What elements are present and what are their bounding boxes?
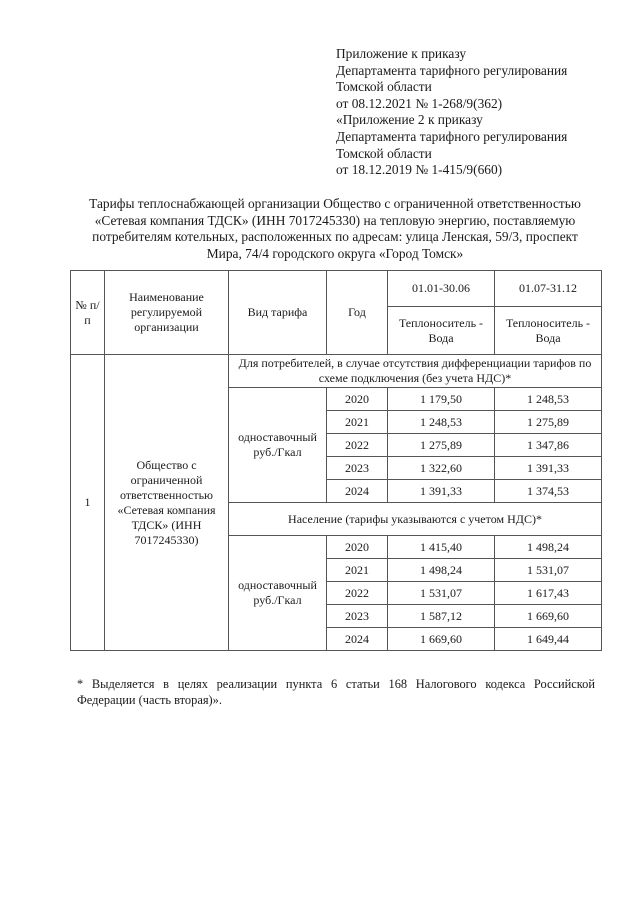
row-number: 1 [71, 355, 105, 651]
year-cell: 2022 [327, 582, 388, 605]
tariff-value: 1 374,53 [495, 480, 602, 503]
header-period-2: 01.07-31.12 [495, 271, 602, 307]
section-heading: Население (тарифы указываются с учетом НДС)* [229, 503, 602, 536]
tariff-value: 1 498,24 [388, 559, 495, 582]
tariff-value: 1 275,89 [388, 434, 495, 457]
header-line: Департамента тарифного регулирования [336, 128, 568, 144]
tariff-value: 1 275,89 [495, 411, 602, 434]
header-org: Наименование регулируемой организации [105, 271, 229, 355]
order-header [336, 46, 567, 179]
year-cell: 2023 [327, 605, 388, 628]
title-line: Тарифы теплоснабжающей организации Общество с ограниченной ответственностью [89, 196, 581, 211]
header-line: Томской области [336, 79, 432, 95]
header-carrier-1: Теплоноситель - Вода [388, 307, 495, 355]
header-num: № п/п [71, 271, 105, 355]
header-year: Год [327, 271, 388, 355]
header-line: Приложение к приказу [336, 46, 467, 61]
tariff-value: 1 669,60 [495, 605, 602, 628]
header-line: Томской области [336, 145, 432, 161]
header-line: Департамента тарифного регулирования [336, 62, 568, 78]
tariff-type: одноставочный руб./Гкал [229, 388, 327, 503]
organization-name: Общество с ограниченной ответственностью «Сетевая компания ТДСК» (ИНН 7017245330) [105, 355, 229, 651]
tariff-value: 1 649,44 [495, 628, 602, 651]
year-cell: 2022 [327, 434, 388, 457]
footnote [77, 676, 595, 708]
header-line: от 18.12.2019 № 1-415/9(660) [336, 162, 503, 178]
tariff-value: 1 587,12 [388, 605, 495, 628]
tariff-value: 1 391,33 [495, 457, 602, 480]
year-cell: 2020 [327, 388, 388, 411]
tariff-value: 1 322,60 [388, 457, 495, 480]
year-cell: 2021 [327, 559, 388, 582]
footnote-line: * Выделяется в целях реализации пункта 6 статьи 168 Налогового кодекса Российской [77, 677, 595, 691]
header-line: от 08.12.2021 № 1-268/9(362) [336, 95, 503, 111]
title-line: потребителям котельных, расположенных по адресам: улица Ленская, 59/3, проспект [92, 229, 578, 245]
tariff-value: 1 248,53 [495, 388, 602, 411]
tariff-value: 1 248,53 [388, 411, 495, 434]
tariff-table [70, 270, 602, 651]
tariff-value: 1 391,33 [388, 480, 495, 503]
tariff-value: 1 415,40 [388, 536, 495, 559]
title-line: «Сетевая компания ТДСК» (ИНН 7017245330) на тепловую энергию, поставляемую [94, 212, 576, 228]
tariff-value: 1 669,60 [388, 628, 495, 651]
tariff-value: 1 498,24 [495, 536, 602, 559]
year-cell: 2024 [327, 480, 388, 503]
header-line: «Приложение 2 к приказу [336, 112, 483, 128]
footnote-line: Федерации (часть вторая)». [77, 693, 222, 707]
section-heading: Для потребителей, в случае отсутствия дифференциации тарифов по схеме подключения (без учета НДС)* [229, 355, 602, 388]
tariff-value: 1 531,07 [388, 582, 495, 605]
header-carrier-2: Теплоноситель - Вода [495, 307, 602, 355]
document-title [70, 196, 600, 262]
header-period-1: 01.01-30.06 [388, 271, 495, 307]
year-cell: 2021 [327, 411, 388, 434]
tariff-value: 1 617,43 [495, 582, 602, 605]
tariff-type: одноставочный руб./Гкал [229, 536, 327, 651]
year-cell: 2024 [327, 628, 388, 651]
tariff-value: 1 179,50 [388, 388, 495, 411]
header-tariff-type: Вид тарифа [229, 271, 327, 355]
year-cell: 2023 [327, 457, 388, 480]
year-cell: 2020 [327, 536, 388, 559]
tariff-value: 1 347,86 [495, 434, 602, 457]
tariff-value: 1 531,07 [495, 559, 602, 582]
title-line: Мира, 74/4 городского округа «Город Томск» [206, 245, 464, 261]
